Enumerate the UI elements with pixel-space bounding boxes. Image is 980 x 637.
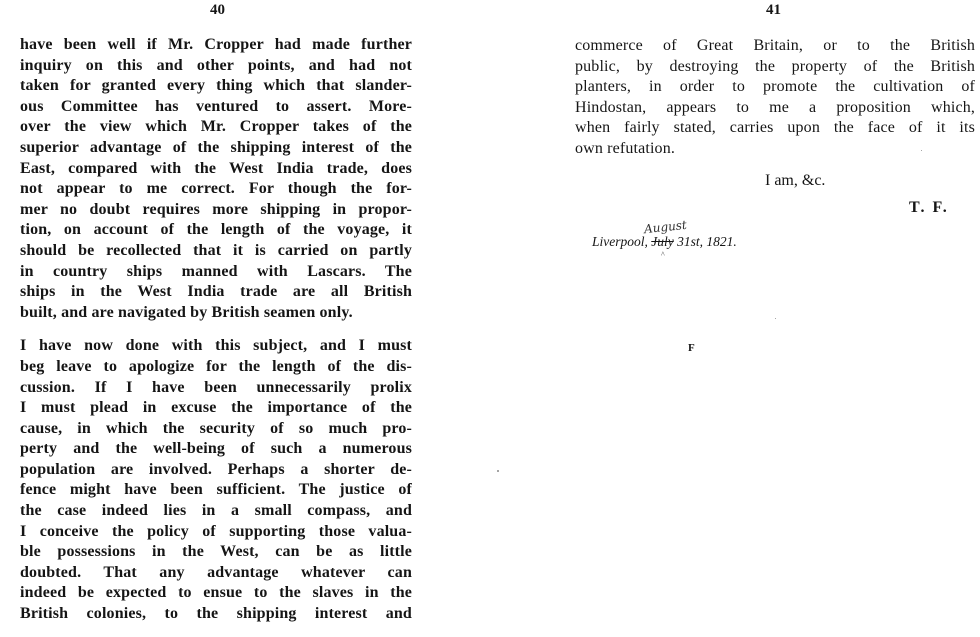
closing-salutation: I am, &c. [765,172,826,189]
insertion-caret-icon: ^ [661,250,665,259]
dateline [592,234,737,250]
text-line: Hindostan, appears to me a proposition which, [575,98,975,116]
text-line: tion, on account of the length of the voyage, it [20,221,412,239]
text-line: cussion. If I have been unnecessarily prolix [20,378,412,396]
text-line: East, compared with the West India trade, does [20,159,412,177]
right-page-body [575,36,975,160]
text-line: cause, in which the security of so much pro- [20,419,412,437]
text-line: not appear to me correct. For though the for- [20,180,412,198]
text-line: mer no doubt requires more shipping in propor- [20,200,412,218]
text-line: population are involved. Perhaps a shorter de- [20,460,412,478]
text-line: own refutation. [575,139,675,157]
text-line: beg leave to apologize for the length of the dis- [20,357,412,375]
paragraph-1 [20,35,412,323]
page-number-right: 41 [766,2,781,18]
paragraph-2 [20,336,412,624]
text-line: I must plead in excuse the importance of the [20,399,412,417]
handwritten-correction: August [643,217,688,237]
paper-speck [775,318,776,319]
text-line: British colonies, to the shipping interest and [20,605,412,623]
paper-speck [921,150,922,151]
text-line: public, by destroying the property of the British [575,57,975,75]
text-line: when fairly stated, carries upon the face of it its [575,119,975,137]
text-line: perty and the well-being of such a numerous [20,440,412,458]
right-page [560,0,980,637]
text-line: commerce of Great Britain, or to the British [575,37,975,54]
dateline-place: Liverpool, [592,234,648,249]
paper-speck [497,470,499,472]
text-line: doubted. That any advantage whatever can [20,563,412,581]
left-page-body [20,35,412,625]
text-line: built, and are navigated by British seamen only. [20,303,353,321]
text-line: in country ships manned with Lascars. The [20,262,412,280]
text-line: inquiry on this and other points, and had not [20,56,412,74]
text-line: have been well if Mr. Cropper had made further [20,36,412,53]
author-initials: T. F. [909,199,949,216]
left-page [0,0,440,637]
text-line: ships in the West India trade are all British [20,283,412,301]
text-line: ble possessions in the West, can be as little [20,543,412,561]
text-line: I have now done with this subject, and I must [20,337,412,355]
page-number-left: 40 [210,2,225,18]
text-line: fence might have been sufficient. The justice of [20,481,412,499]
dateline-rest: 31st, 1821. [677,234,737,249]
signature-mark: F [688,342,695,354]
text-line: I conceive the policy of supporting those valua- [20,522,412,540]
text-line: indeed be expected to ensue to the slaves in the [20,584,412,602]
text-line: planters, in order to promote the cultivation of [575,78,975,96]
text-line: superior advantage of the shipping interest of the [20,138,412,156]
text-line: taken for granted every thing which that slander- [20,77,412,95]
text-line: over the view which Mr. Cropper takes of the [20,118,412,136]
text-line: the case indeed lies in a small compass, and [20,502,412,520]
text-line: ous Committee has ventured to assert. More- [20,97,412,115]
dateline-struck-month: July [651,234,674,249]
text-line: should be recollected that it is carried on partly [20,241,412,259]
